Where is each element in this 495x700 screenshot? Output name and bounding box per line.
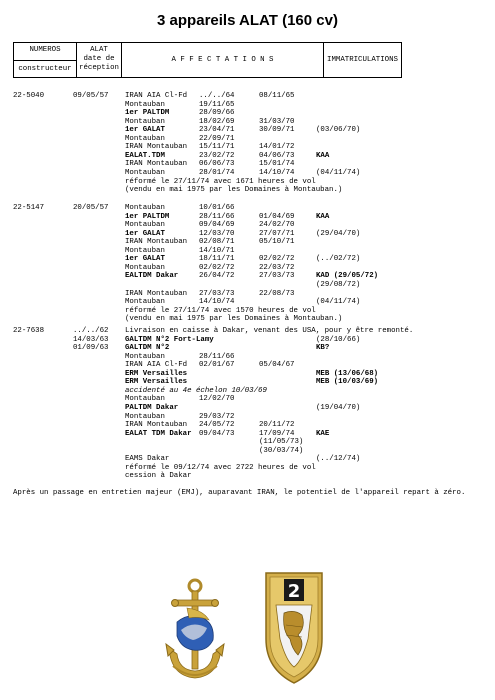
assignment-from-date: 19/11/65: [199, 100, 235, 109]
assignment-to-date: 27/07/71: [259, 229, 295, 238]
assignment-to-date: 14/01/72: [259, 143, 295, 152]
assignment-unit: 1er PALTDM: [125, 212, 170, 221]
assignment-unit: Montauban: [125, 298, 165, 307]
registration: MEB (10/03/69): [316, 378, 379, 387]
retirement-note: cession à Dakar: [125, 472, 192, 481]
assignment-from-date: 28/11/66: [199, 212, 235, 221]
assignment-from-date: 02/02/72: [199, 263, 235, 272]
assignment-from-date: 18/02/69: [199, 117, 235, 126]
assignment-unit: 1er GALAT: [125, 229, 165, 238]
registration: (04/11/74): [316, 298, 361, 307]
reception-date: 09/05/57: [73, 92, 109, 100]
assignment-from-date: 09/04/69: [199, 221, 235, 230]
assignment-unit: EALTDM Dakar: [125, 272, 179, 281]
assignment-from-date: ../../64: [199, 92, 235, 100]
registration: (04/11/74): [316, 168, 361, 177]
assignment-unit: 1er GALAT: [125, 126, 165, 135]
assignment-to-date: 02/02/72: [259, 255, 295, 264]
assignment-unit: ERM Versailles: [125, 378, 188, 387]
assignment-unit: Montauban: [125, 100, 165, 109]
header-immatriculations: IMMATRICULATIONS: [327, 56, 398, 64]
assignment-from-date: 09/04/73: [199, 429, 235, 438]
assignment-unit: IRAN Montauban: [125, 143, 188, 152]
assignment-from-date: 26/04/72: [199, 272, 235, 281]
registration: (03/06/70): [316, 126, 361, 135]
assignment-to-date: 24/02/70: [259, 221, 295, 230]
assignment-from-date: 23/04/71: [199, 126, 235, 135]
header-col-affectations: [122, 43, 324, 77]
registration: (29/08/72): [316, 280, 361, 289]
assignment-from-date: 27/03/73: [199, 289, 235, 298]
assignment-from-date: 28/09/66: [199, 109, 235, 118]
registration: (../02/72): [316, 255, 361, 264]
assignment-to-date: 04/06/73: [259, 151, 295, 160]
header-reception: réception: [79, 64, 119, 72]
assignment-from-date: 02/01/67: [199, 361, 235, 370]
assignment-unit: EALAT.TDM: [125, 151, 165, 160]
footer-note: Après un passage en entretien majeur (EMJ), auparavant IRAN, le potentiel de l'appareil repart à zéro.: [13, 489, 466, 497]
registration: (19/04/70): [316, 403, 361, 412]
assignment-from-date: 24/05/72: [199, 421, 235, 430]
assignment-to-date: (30/03/74): [259, 446, 304, 455]
assignment-to-date: 01/04/69: [259, 212, 295, 221]
aircraft-number: 22-5040: [13, 92, 45, 100]
svg-text:2: 2: [287, 581, 301, 602]
assignment-to-date: 20/11/72: [259, 421, 295, 430]
delivery-note: Livraison en caisse à Dakar, venant des USA, pour y être remonté.: [125, 327, 414, 335]
assignment-from-date: 14/10/71: [199, 246, 235, 255]
assignment-from-date: 10/01/66: [199, 204, 235, 212]
registration: KAE: [316, 429, 330, 438]
assignment-unit: Montauban: [125, 117, 165, 126]
assignment-to-date: 22/08/73: [259, 289, 295, 298]
assignment-unit: Montauban: [125, 395, 165, 404]
assignment-from-date: 06/06/73: [199, 160, 235, 169]
assignment-from-date: 28/11/66: [199, 352, 235, 361]
assignment-unit: 1er PALTDM: [125, 109, 170, 118]
assignment-unit: accidenté au 4e échelon 10/03/69: [125, 386, 267, 395]
header-date-de: date de: [83, 55, 115, 63]
assignment-unit: IRAN Montauban: [125, 238, 188, 247]
assignment-from-date: 12/02/70: [199, 395, 235, 404]
assignment-unit: Montauban: [125, 412, 165, 421]
registration: (29/04/70): [316, 229, 361, 238]
header-col-numeros: [14, 43, 77, 77]
header-affectations: A F F E C T A T I O N S: [171, 56, 274, 64]
assignment-unit: IRAN AIA Cl-Fd: [125, 92, 188, 100]
assignment-to-date: 30/09/71: [259, 126, 295, 135]
aircraft-number: 22-7638: [13, 327, 45, 335]
anchor-insignia-icon: [163, 578, 227, 686]
assignment-from-date: 29/03/72: [199, 412, 235, 421]
assignment-from-date: 12/03/70: [199, 229, 235, 238]
assignment-unit: Montauban: [125, 352, 165, 361]
registration: KB?: [316, 344, 330, 353]
assignment-unit: ERM Versailles: [125, 369, 188, 378]
registration: (../12/74): [316, 455, 361, 464]
assignment-from-date: 28/01/74: [199, 168, 235, 177]
assignment-unit: Montauban: [125, 263, 165, 272]
header-col-alat: [77, 43, 122, 77]
assignment-unit: 1er GALAT: [125, 255, 165, 264]
header-col-immatriculations: [324, 43, 401, 77]
assignment-unit: IRAN AIA Cl-Fd: [125, 361, 188, 370]
header-alat: ALAT: [90, 46, 108, 54]
assignment-to-date: 05/04/67: [259, 361, 295, 370]
assignment-to-date: 05/10/71: [259, 238, 295, 247]
assignment-from-date: 22/09/71: [199, 134, 235, 143]
reception-date: 20/05/57: [73, 204, 109, 212]
registration: KAD (29/05/72): [316, 272, 379, 281]
registration: KAA: [316, 151, 330, 160]
assignment-from-date: 15/11/71: [199, 143, 235, 152]
assignment-unit: Montauban: [125, 246, 165, 255]
retirement-note: (vendu en mai 1975 par les Domaines à Montauban.): [125, 315, 343, 324]
assignment-unit: Montauban: [125, 204, 165, 212]
reception-date: 14/03/63: [73, 335, 109, 344]
assignment-to-date: 14/10/74: [259, 168, 295, 177]
page-title: 3 appareils ALAT (160 cv): [157, 12, 338, 29]
assignment-from-date: 14/10/74: [199, 298, 235, 307]
header-constructeur: constructeur: [18, 65, 72, 73]
assignment-to-date: 31/03/70: [259, 117, 295, 126]
assignment-from-date: 02/08/71: [199, 238, 235, 247]
assignment-unit: EAMS Dakar: [125, 455, 170, 464]
assignment-unit: GALTDM N°2 Fort-Lamy: [125, 335, 214, 344]
assignment-unit: IRAN Montauban: [125, 289, 188, 298]
retirement-note: réformé le 27/11/74 avec 1570 heures de vol: [125, 306, 316, 315]
assignment-unit: IRAN Montauban: [125, 421, 188, 430]
assignment-to-date: 08/11/65: [259, 92, 295, 100]
header-numeros: NUMEROS: [29, 46, 61, 54]
assignment-to-date: 15/01/74: [259, 160, 295, 169]
assignment-to-date: 17/09/74: [259, 429, 295, 438]
assignment-unit: Montauban: [125, 221, 165, 230]
retirement-note: réformé le 09/12/74 avec 2722 heures de vol: [125, 463, 316, 472]
shield-insignia-icon: [262, 569, 326, 687]
table-header: [13, 42, 402, 78]
assignment-unit: IRAN Montauban: [125, 160, 188, 169]
assignment-unit: GALTDM N°2: [125, 344, 170, 353]
assignment-unit: Montauban: [125, 168, 165, 177]
registration: (28/10/66): [316, 335, 361, 344]
registration: KAA: [316, 212, 330, 221]
assignment-to-date: (11/05/73): [259, 438, 304, 447]
assignment-from-date: 18/11/71: [199, 255, 235, 264]
retirement-note: réformé le 27/11/74 avec 1671 heures de vol: [125, 177, 316, 186]
assignment-to-date: 27/03/73: [259, 272, 295, 281]
assignment-from-date: 23/02/72: [199, 151, 235, 160]
aircraft-number: 22-5147: [13, 204, 45, 212]
reception-date: ../../62: [73, 327, 109, 335]
retirement-note: (vendu en mai 1975 par les Domaines à Montauban.): [125, 186, 343, 195]
assignment-unit: PALTDM Dakar: [125, 403, 179, 412]
registration: MEB (13/06/68): [316, 369, 379, 378]
reception-date: 01/09/63: [73, 344, 109, 353]
assignment-unit: Montauban: [125, 134, 165, 143]
assignment-unit: EALAT TDM Dakar: [125, 429, 192, 438]
assignment-to-date: 22/03/72: [259, 263, 295, 272]
